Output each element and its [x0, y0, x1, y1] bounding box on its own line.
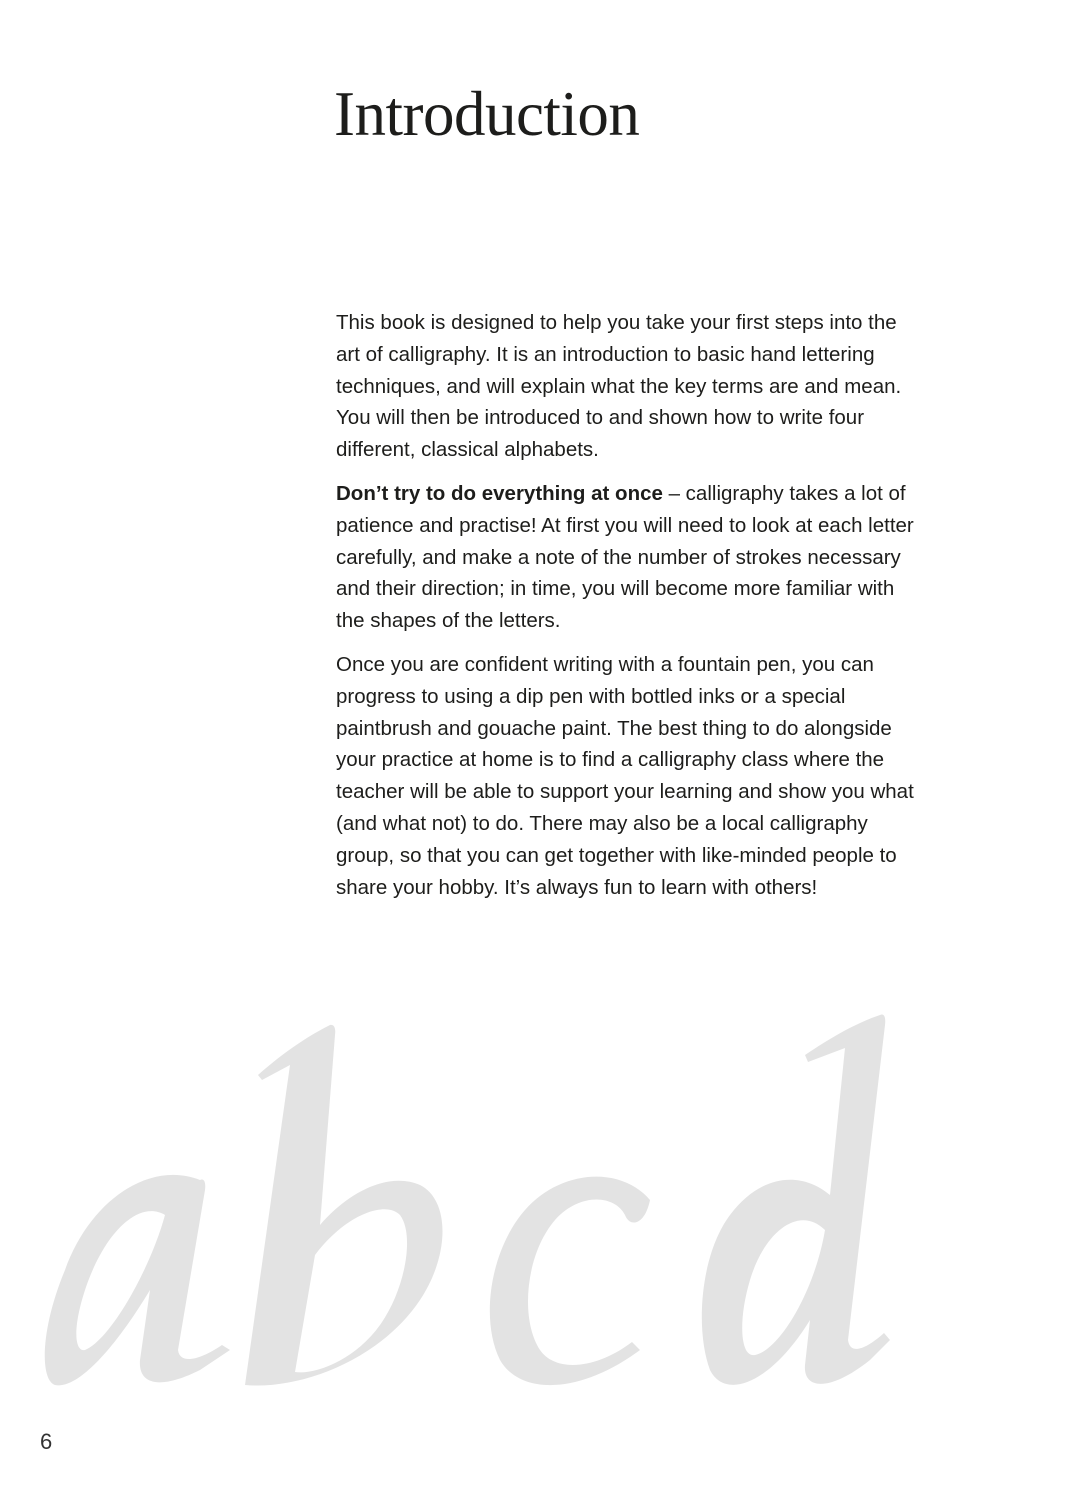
calligraphy-letter-c — [490, 1177, 650, 1386]
calligraphy-letter-a — [45, 1175, 230, 1385]
intro-paragraph-1: This book is designed to help you take your first steps into the art of calligraphy. It is an introduction to basic hand lettering techniques, and will explain what the key terms are and mean. You will then be introduced to and shown how to write four different, classical alphabets. — [336, 311, 902, 462]
paragraph-2-lead: Don’t try to do everything at once — [336, 481, 663, 505]
page-number: 6 — [40, 1429, 53, 1454]
page-title: Introduction — [334, 79, 640, 149]
body-text — [336, 307, 916, 915]
intro-paragraph-2 — [336, 478, 916, 637]
calligraphy-letters-group — [45, 1014, 890, 1385]
calligraphy-abcd-decoration — [0, 1000, 1073, 1420]
paragraph-2-rest: – calligraphy takes a lot of patience and practise! At first you will need to look at each letter carefully, and make a note of the number of strokes necessary and their direction; in time, you will become more familiar with the shapes of the letters. — [336, 481, 914, 633]
intro-paragraph-3: Once you are confident writing with a fountain pen, you can progress to using a dip pen with bottled inks or a special paintbrush and gouache paint. The best thing to do alongside your practice at home is to find a calligraphy class where the teacher will be able to support your learning and show you what (and what not) to do. There may also be a local calligraphy group, so that you can get together with like-minded people to share your hobby. It’s always fun to learn with others! — [336, 652, 914, 899]
calligraphy-letter-d — [702, 1014, 890, 1384]
calligraphy-letter-b — [245, 1025, 443, 1386]
